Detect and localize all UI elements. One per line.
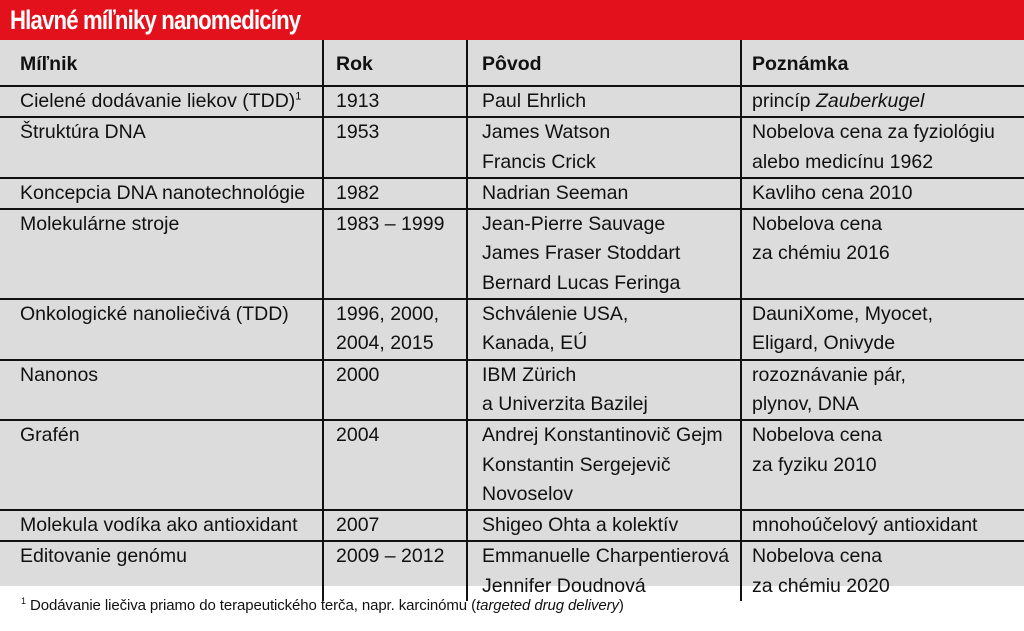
table-row xyxy=(0,178,1024,209)
milestone-text: Grafén xyxy=(20,424,80,447)
origin-line: James Fraser Stoddart xyxy=(482,242,681,265)
year-line: 2004 xyxy=(336,424,380,447)
cell-milestone xyxy=(0,510,323,541)
year-line: 2007 xyxy=(336,514,380,537)
cell-milestone xyxy=(0,420,323,510)
column-header-origin: Pôvod xyxy=(467,40,741,86)
year-line: 1913 xyxy=(336,90,380,112)
cell-origin xyxy=(467,420,741,510)
column-header-note: Poznámka xyxy=(741,40,1024,86)
origin-line: Shigeo Ohta a kolektív xyxy=(482,514,679,537)
footnote-end: ) xyxy=(618,597,624,614)
footnote-text: Dodávanie liečiva priamo do terapeutického terča, napr. karcinómu ( xyxy=(25,597,477,614)
origin-line: Novoselov xyxy=(482,482,574,505)
milestone-text: Štruktúra DNA xyxy=(20,121,146,144)
cell-milestone xyxy=(0,178,323,209)
note-line: mnohoúčelový antioxidant xyxy=(752,514,978,537)
cell-milestone xyxy=(0,360,323,421)
milestone-text: Cielené dodávanie liekov (TDD) xyxy=(20,90,296,112)
origin-line: Kanada, EÚ xyxy=(482,332,588,355)
title-bar xyxy=(0,0,1024,40)
cell-year xyxy=(323,541,467,601)
note-line: plynov, DNA xyxy=(752,392,859,415)
cell-note xyxy=(741,299,1024,360)
cell-year xyxy=(323,178,467,209)
footnote xyxy=(21,597,624,614)
table-row xyxy=(0,209,1024,299)
cell-origin xyxy=(467,541,741,601)
origin-line: Konstantin Sergejevič xyxy=(482,453,671,476)
note-prefix: princíp xyxy=(752,90,816,112)
year-line: 1953 xyxy=(336,121,380,144)
cell-origin xyxy=(467,178,741,209)
cell-note xyxy=(741,420,1024,510)
table-row xyxy=(0,541,1024,601)
footnote-ref: 1 xyxy=(295,90,302,103)
table-row xyxy=(0,117,1024,178)
note-line: DauniXome, Myocet, xyxy=(752,303,933,326)
note-line xyxy=(752,87,1024,116)
note-line: Kavliho cena 2010 xyxy=(752,181,913,204)
cell-milestone xyxy=(0,209,323,299)
origin-line: IBM Zürich xyxy=(482,363,577,386)
table-body xyxy=(0,86,1024,601)
note-line: Nobelova cena xyxy=(752,424,883,447)
column-header-year: Rok xyxy=(323,40,467,86)
origin-line: Francis Crick xyxy=(482,150,596,173)
origin-line: Bernard Lucas Feringa xyxy=(482,271,681,294)
cell-note xyxy=(741,117,1024,178)
note-line: Nobelova cena za fyziológiu xyxy=(752,121,995,144)
origin-line: Nadrian Seeman xyxy=(482,181,629,204)
milestone-text: Molekula vodíka ako antioxidant xyxy=(20,514,298,537)
origin-line: Schválenie USA, xyxy=(482,303,629,326)
origin-line: Jean-Pierre Sauvage xyxy=(482,213,666,236)
milestone-text: Molekulárne stroje xyxy=(20,213,180,236)
footnote-italic: targeted drug delivery xyxy=(476,597,619,614)
year-line: 2004, 2015 xyxy=(336,332,434,355)
origin-line: a Univerzita Bazilej xyxy=(482,392,648,415)
milestone-text: Onkologické nanoliečivá (TDD) xyxy=(20,303,289,326)
cell-milestone xyxy=(0,541,323,601)
year-line: 1983 – 1999 xyxy=(336,213,445,236)
cell-origin xyxy=(467,510,741,541)
note-line: za chémiu 2016 xyxy=(752,242,890,265)
cell-origin xyxy=(467,360,741,421)
origin-line: James Watson xyxy=(482,121,611,144)
milestones-table-container xyxy=(0,40,1024,597)
cell-origin xyxy=(467,117,741,178)
cell-origin xyxy=(467,86,741,117)
cell-year xyxy=(323,86,467,117)
year-line: 2009 – 2012 xyxy=(336,545,445,568)
note-line: za chémiu 2020 xyxy=(752,574,890,597)
year-line: 2000 xyxy=(336,363,380,386)
cell-year xyxy=(323,360,467,421)
note-line: Nobelova cena xyxy=(752,545,883,568)
cell-note xyxy=(741,360,1024,421)
cell-note xyxy=(741,86,1024,117)
cell-origin xyxy=(467,209,741,299)
year-line: 1982 xyxy=(336,181,380,204)
note-line: za fyziku 2010 xyxy=(752,453,877,476)
cell-milestone xyxy=(0,86,323,117)
year-line: 1996, 2000, xyxy=(336,303,440,326)
cell-year xyxy=(323,117,467,178)
cell-note xyxy=(741,178,1024,209)
milestone-text: Nanonos xyxy=(20,363,99,386)
note-line: rozoznávanie pár, xyxy=(752,363,906,386)
table-header-row xyxy=(0,40,1024,86)
note-line: alebo medicínu 1962 xyxy=(752,150,934,173)
origin-line: Jennifer Doudnová xyxy=(482,574,646,597)
note-line: Nobelova cena xyxy=(752,213,883,236)
table-row xyxy=(0,420,1024,510)
cell-note xyxy=(741,541,1024,601)
cell-milestone xyxy=(0,117,323,178)
milestone-text: Koncepcia DNA nanotechnológie xyxy=(20,181,306,204)
origin-line: Paul Ehrlich xyxy=(482,90,587,112)
note-italic-term: Zauberkugel xyxy=(815,90,925,112)
table-row xyxy=(0,299,1024,360)
footnote-marker: 1 xyxy=(21,596,26,606)
cell-note xyxy=(741,510,1024,541)
note-line: Eligard, Onivyde xyxy=(752,332,896,355)
page-title: Hlavné míľniky nanomedicíny xyxy=(10,5,301,35)
milestones-table xyxy=(0,40,1024,601)
cell-year xyxy=(323,299,467,360)
cell-year xyxy=(323,510,467,541)
cell-year xyxy=(323,420,467,510)
origin-line: Andrej Konstantinovič Gejm xyxy=(482,424,723,447)
cell-year xyxy=(323,209,467,299)
cell-milestone xyxy=(0,299,323,360)
column-header-milestone: Míľnik xyxy=(0,40,323,86)
table-row xyxy=(0,360,1024,421)
milestone-text: Editovanie genómu xyxy=(20,545,187,568)
cell-note xyxy=(741,209,1024,299)
cell-origin xyxy=(467,299,741,360)
origin-line: Emmanuelle Charpentierová xyxy=(482,545,730,568)
table-row xyxy=(0,510,1024,541)
table-row xyxy=(0,86,1024,117)
